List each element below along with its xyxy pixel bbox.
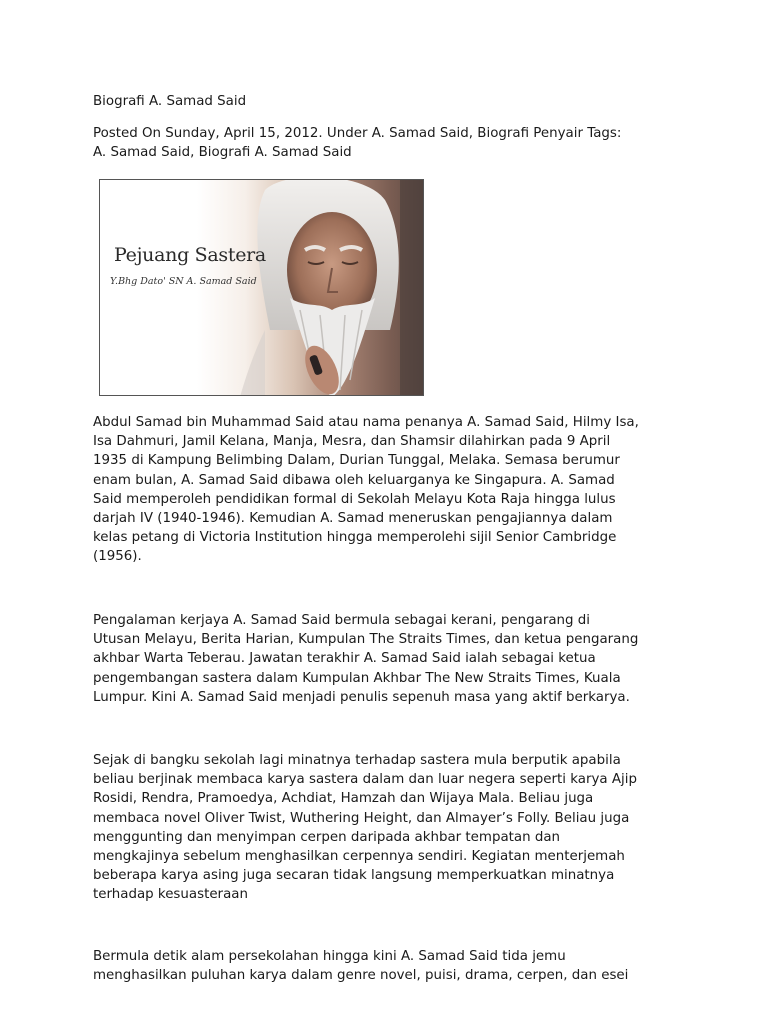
paragraph-line: Bermula detik alam persekolahan hingga kini A. Samad Said tida jemu xyxy=(93,949,566,964)
paragraph-line: beliau berjinak membaca karya sastera dalam dan luar negera seperti karya Ajip xyxy=(93,772,637,788)
paragraph-line: Utusan Melayu, Berita Harian, Kumpulan The Straits Times, dan ketua pengarang xyxy=(93,632,639,648)
paragraph-line: Said memperoleh pendidikan formal di Sekolah Melayu Kota Raja hingga lulus xyxy=(93,491,616,507)
document-title: Biografi A. Samad Said xyxy=(93,94,247,109)
image-caption-subtitle: Y.Bhg Dato' SN A. Samad Said xyxy=(110,276,257,287)
paragraph-line: Lumpur. Kini A. Samad Said menjadi penulis sepenuh masa yang aktif berkarya. xyxy=(93,689,630,705)
paragraph-line: beberapa karya asing juga secaran tidak langsung memperkuatkan minatnya xyxy=(93,868,615,884)
paragraph-line: enam bulan, A. Samad Said dibawa oleh keluarganya ke Singapura. A. Samad xyxy=(93,472,615,488)
paragraph-line: 1935 di Kampung Belimbing Dalam, Durian Tunggal, Melaka. Semasa berumur xyxy=(93,453,620,469)
paragraph xyxy=(93,751,678,905)
paragraph-line: Pengalaman kerjaya A. Samad Said bermula sebagai kerani, pengarang di xyxy=(93,613,590,628)
paragraph-line: Abdul Samad bin Muhammad Said atau nama penanya A. Samad Said, Hilmy Isa, xyxy=(93,415,639,430)
image-caption-title: Pejuang Sastera xyxy=(114,244,266,266)
portrait-illustration xyxy=(100,180,424,396)
paragraph-line: Rosidi, Rendra, Pramoedya, Achdiat, Hamzah dan Wijaya Mala. Beliau juga xyxy=(93,791,594,807)
paragraph-line: pengembangan sastera dalam Kumpulan Akhbar The New Straits Times, Kuala xyxy=(93,670,621,686)
paragraph-line: kelas petang di Victoria Institution hingga memperolehi sijil Senior Cambridge xyxy=(93,530,617,546)
paragraph-line: membaca novel Oliver Twist, Wuthering Height, dan Almayer’s Folly. Beliau juga xyxy=(93,810,630,826)
post-meta xyxy=(93,124,678,162)
paragraph xyxy=(93,947,678,985)
paragraph-line: menggunting dan menyimpan cerpen daripada akhbar tempatan dan xyxy=(93,829,561,845)
paragraph xyxy=(93,611,678,707)
paragraph-line: mengkajinya sebelum menghasilkan cerpennya sendiri. Kegiatan menterjemah xyxy=(93,849,625,865)
paragraph-line: Isa Dahmuri, Jamil Kelana, Manja, Mesra, dan Shamsir dilahirkan pada 9 April xyxy=(93,434,611,450)
paragraph-line: akhbar Warta Teberau. Jawatan terakhir A. Samad Said ialah sebagai ketua xyxy=(93,651,596,667)
paragraph-line: darjah IV (1940-1946). Kemudian A. Samad meneruskan pengajiannya dalam xyxy=(93,511,613,527)
post-meta-line: Posted On Sunday, April 15, 2012. Under A. Samad Said, Biografi Penyair Tags: xyxy=(93,126,622,141)
paragraph-line: terhadap kesuasteraan xyxy=(93,887,248,903)
paragraph-line: Sejak di bangku sekolah lagi minatnya terhadap sastera mula berputik apabila xyxy=(93,753,621,768)
post-meta-line: A. Samad Said, Biografi A. Samad Said xyxy=(93,145,352,160)
paragraph-line: menghasilkan puluhan karya dalam genre novel, puisi, drama, cerpen, dan esei xyxy=(93,968,629,984)
paragraph-line: (1956). xyxy=(93,549,142,565)
portrait-image xyxy=(99,179,424,396)
paragraph xyxy=(93,413,678,567)
